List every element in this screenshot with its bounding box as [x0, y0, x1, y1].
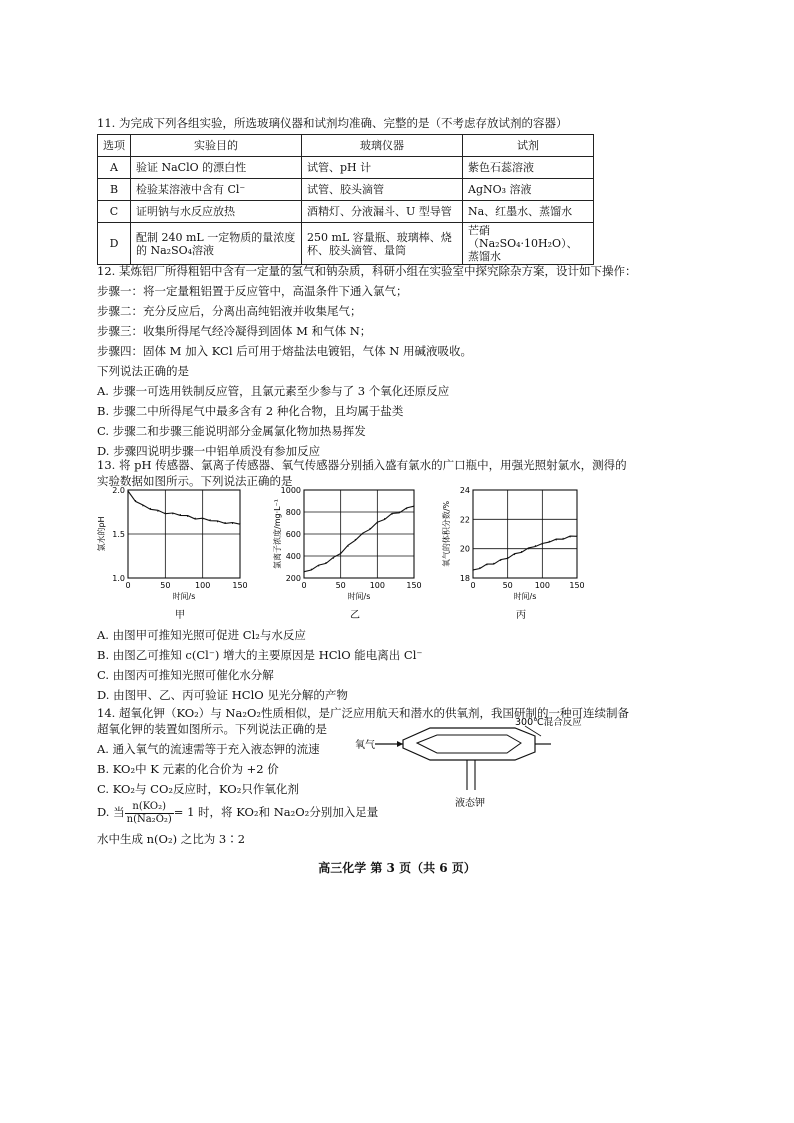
q14-stem-line2: 超氧化钾的装置如图所示。下列说法正确的是: [97, 722, 327, 736]
y-axis-label: 氯水的pH: [97, 516, 106, 552]
row-reagent: 芒硝（Na₂SO₄·10H₂O）、蒸馏水: [463, 223, 594, 265]
option-d-prefix: D. 当: [97, 805, 125, 819]
y-tick-label: 400: [285, 552, 301, 561]
data-point: [479, 567, 480, 568]
chart-caption: 甲: [175, 610, 185, 621]
data-point: [340, 552, 341, 553]
y-tick-label: 2.0: [112, 486, 125, 495]
table-row: [98, 223, 594, 265]
header-purpose: 实验目的: [131, 135, 302, 157]
data-point: [142, 505, 143, 506]
data-point: [542, 544, 543, 545]
data-point: [217, 521, 218, 522]
chart-oxygen: [441, 486, 585, 621]
q13-charts: [90, 482, 610, 622]
series-line: [128, 491, 240, 524]
data-point: [225, 522, 226, 523]
row-option: B: [98, 179, 131, 201]
data-point: [514, 554, 515, 555]
q13-option-c: C. 由图丙可推知光照可催化水分解: [97, 668, 274, 682]
data-point: [311, 569, 312, 570]
reactor-inner-chamber: [417, 735, 521, 753]
row-option: A: [98, 157, 131, 179]
fraction-numerator: n(KO₂): [125, 801, 174, 814]
chart-caption: 丙: [516, 610, 526, 621]
option-d-suffix: = 1 时，将 KO₂和 Na₂O₂分别加入足量: [173, 805, 379, 819]
potassium-inlet-pipe: [467, 760, 475, 790]
data-point: [369, 528, 370, 529]
q13-option-a: A. 由图甲可推知光照可促进 Cl₂与水反应: [97, 628, 306, 642]
y-tick-label: 1.5: [112, 530, 125, 539]
q14-option-b: B. KO₂中 K 元素的化合价为 +2 价: [97, 762, 279, 776]
data-point: [399, 511, 400, 512]
row-option: C: [98, 201, 131, 223]
x-tick-label: 150: [232, 581, 248, 590]
data-point: [232, 523, 233, 524]
data-point: [325, 562, 326, 563]
x-tick-label: 50: [335, 581, 346, 590]
y-tick-label: 200: [285, 574, 301, 583]
data-point: [486, 564, 487, 565]
mole-ratio-fraction: [125, 801, 174, 826]
row-glassware: 酒精灯、分液漏斗、U 型导管: [302, 201, 463, 223]
chart-chloride: [272, 486, 422, 621]
arrow-head-icon: [397, 741, 403, 747]
page-footer: 高三化学 第 3 页（共 6 页）: [318, 861, 476, 875]
q12-option-c: C. 步骤二和步骤三能说明部分金属氯化物加热易挥发: [97, 424, 366, 438]
q12-step-4: 步骤四：固体 M 加入 KCl 后可用于熔盐法电镀铝，气体 N 用碱液吸收。: [97, 344, 473, 358]
data-point: [493, 563, 494, 564]
table-row: [98, 157, 594, 179]
data-point: [187, 516, 188, 517]
row-reagent: AgNO₃ 溶液: [463, 179, 594, 201]
q13-option-d: D. 由图甲、乙、丙可验证 HClO 见光分解的产物: [97, 688, 348, 702]
x-tick-label: 100: [369, 581, 385, 590]
data-point: [180, 514, 181, 515]
data-point: [318, 565, 319, 566]
x-tick-label: 0: [470, 581, 476, 590]
data-point: [549, 541, 550, 542]
y-tick-label: 800: [285, 508, 301, 517]
series-line: [304, 506, 414, 572]
data-point: [303, 572, 304, 573]
table-row: [98, 201, 594, 223]
chart-ph: [96, 486, 248, 621]
q12-step-1: 步骤一：将一定量粗铝置于反应管中，高温条件下通入氯气；: [97, 284, 408, 298]
q14-option-d-line2: 水中生成 n(O₂) 之比为 3∶2: [97, 832, 246, 846]
q12-step-2: 步骤二：充分反应后，分离出高纯铝液并收集尾气；: [97, 304, 362, 318]
data-point: [570, 536, 571, 537]
reactor-label: 300℃混合反应: [515, 717, 582, 728]
q11-stem: 11. 为完成下列各组实验，所选玻璃仪器和试剂均准确、完整的是（不考虑存放试剂的容器）: [97, 116, 568, 130]
q13-stem-line1: 13. 将 pH 传感器、氯离子传感器、氧气传感器分别插入盛有氯水的广口瓶中，用强光照射氯水，测得的: [97, 458, 627, 472]
data-point: [127, 491, 128, 492]
x-axis-label: 时间/s: [513, 592, 537, 601]
x-tick-label: 150: [569, 581, 585, 590]
row-glassware: 试管、pH 计: [302, 157, 463, 179]
data-point: [563, 538, 564, 539]
data-point: [528, 548, 529, 549]
x-tick-label: 50: [502, 581, 513, 590]
row-purpose: 证明钠与水反应放热: [131, 201, 302, 223]
q12-ask: 下列说法正确的是: [97, 364, 189, 378]
y-tick-label: 1.0: [112, 574, 125, 583]
q12-option-b: B. 步骤二中所得尾气中最多含有 2 种化合物，且均属于盐类: [97, 404, 404, 418]
data-point: [150, 508, 151, 509]
row-purpose: 配制 240 mL 一定物质的量浓度的 Na₂SO₄溶液: [131, 223, 302, 265]
series-line: [473, 536, 577, 570]
header-option: 选项: [98, 135, 131, 157]
row-glassware: 试管、胶头滴管: [302, 179, 463, 201]
data-point: [472, 570, 473, 571]
data-point: [406, 508, 407, 509]
data-point: [521, 551, 522, 552]
header-glassware: 玻璃仪器: [302, 135, 463, 157]
row-glassware: 250 mL 容量瓶、玻璃棒、烧杯、胶头滴管、量筒: [302, 223, 463, 265]
q13-option-b: B. 由图乙可推知 c(Cl⁻) 增大的主要原因是 HClO 能电离出 Cl⁻: [97, 648, 423, 662]
table-row: [98, 179, 594, 201]
x-tick-label: 150: [406, 581, 422, 590]
q14-stem-line1: 14. 超氧化钾（KO₂）与 Na₂O₂性质相似，是广泛应用航天和潜水的供氧剂，我国研制的一种可连续制备: [97, 706, 629, 720]
q12-option-d: D. 步骤四说明步骤一中铝单质没有参加反应: [97, 444, 321, 458]
q12-option-a: A. 步骤一可选用铁制反应管，且氯元素至少参与了 3 个氧化还原反应: [97, 384, 450, 398]
data-point: [413, 505, 414, 506]
data-point: [210, 519, 211, 520]
q14-option-a: A. 通入氧气的流速需等于充入液态钾的流速: [97, 742, 320, 756]
data-point: [384, 518, 385, 519]
y-tick-label: 1000: [280, 486, 301, 495]
data-point: [500, 560, 501, 561]
x-axis-label: 时间/s: [172, 592, 196, 601]
x-tick-label: 0: [125, 581, 131, 590]
row-purpose: 验证 NaClO 的漂白性: [131, 157, 302, 179]
y-axis-label: 氧气的体积分数/%: [442, 500, 451, 568]
row-reagent: 紫色石蕊溶液: [463, 157, 594, 179]
row-reagent: Na、红墨水、蒸馏水: [463, 201, 594, 223]
data-point: [239, 523, 240, 524]
data-point: [157, 511, 158, 512]
x-tick-label: 0: [301, 581, 307, 590]
data-point: [347, 546, 348, 547]
y-tick-label: 22: [459, 515, 470, 525]
liquid-potassium-label: 液态钾: [455, 798, 485, 809]
fraction-denominator: n(Na₂O₂): [126, 813, 172, 825]
data-point: [172, 513, 173, 514]
q12-step-3: 步骤三：收集所得尾气经冷凝得到固体 M 和气体 N；: [97, 324, 372, 338]
row-purpose: 检验某溶液中含有 Cl⁻: [131, 179, 302, 201]
data-point: [535, 545, 536, 546]
x-tick-label: 100: [534, 581, 550, 590]
y-axis-label: 氯离子浓度/mg·L⁻¹: [273, 499, 282, 569]
x-axis-label: 时间/s: [347, 592, 371, 601]
y-tick-label: 600: [285, 530, 301, 539]
data-point: [391, 514, 392, 515]
q14-option-c: C. KO₂与 CO₂反应时，KO₂只作氧化剂: [97, 782, 299, 796]
row-option: D: [98, 223, 131, 265]
table-header-row: [98, 135, 594, 157]
y-tick-label: 20: [459, 544, 470, 554]
data-point: [195, 518, 196, 519]
data-point: [355, 539, 356, 540]
header-reagent: 试剂: [463, 135, 594, 157]
x-tick-label: 50: [160, 581, 171, 590]
data-point: [507, 557, 508, 558]
q11-table: [97, 134, 594, 265]
data-point: [362, 533, 363, 534]
q13-stem-line2: 实验数据如图所示。下列说法正确的是: [97, 474, 293, 488]
q12-stem: 12. 某炼铝厂所得粗铝中含有一定量的氢气和钠杂质，科研小组在实验室中探究除杂方案，设计如下操作：: [97, 264, 637, 278]
data-point: [377, 522, 378, 523]
oxygen-label: 氧气: [355, 740, 375, 751]
x-tick-label: 100: [195, 581, 211, 590]
y-tick-label: 24: [459, 486, 470, 495]
q14-option-d: [97, 798, 378, 826]
data-point: [202, 518, 203, 519]
data-point: [576, 535, 577, 536]
data-point: [556, 539, 557, 540]
reactor-diagram: [355, 716, 595, 816]
data-point: [333, 558, 334, 559]
reactor-outer-shell: [403, 728, 535, 760]
chart-caption: 乙: [350, 610, 360, 621]
y-tick-label: 18: [459, 574, 470, 583]
data-point: [135, 500, 136, 501]
data-point: [165, 512, 166, 513]
plot-frame: [473, 490, 577, 578]
